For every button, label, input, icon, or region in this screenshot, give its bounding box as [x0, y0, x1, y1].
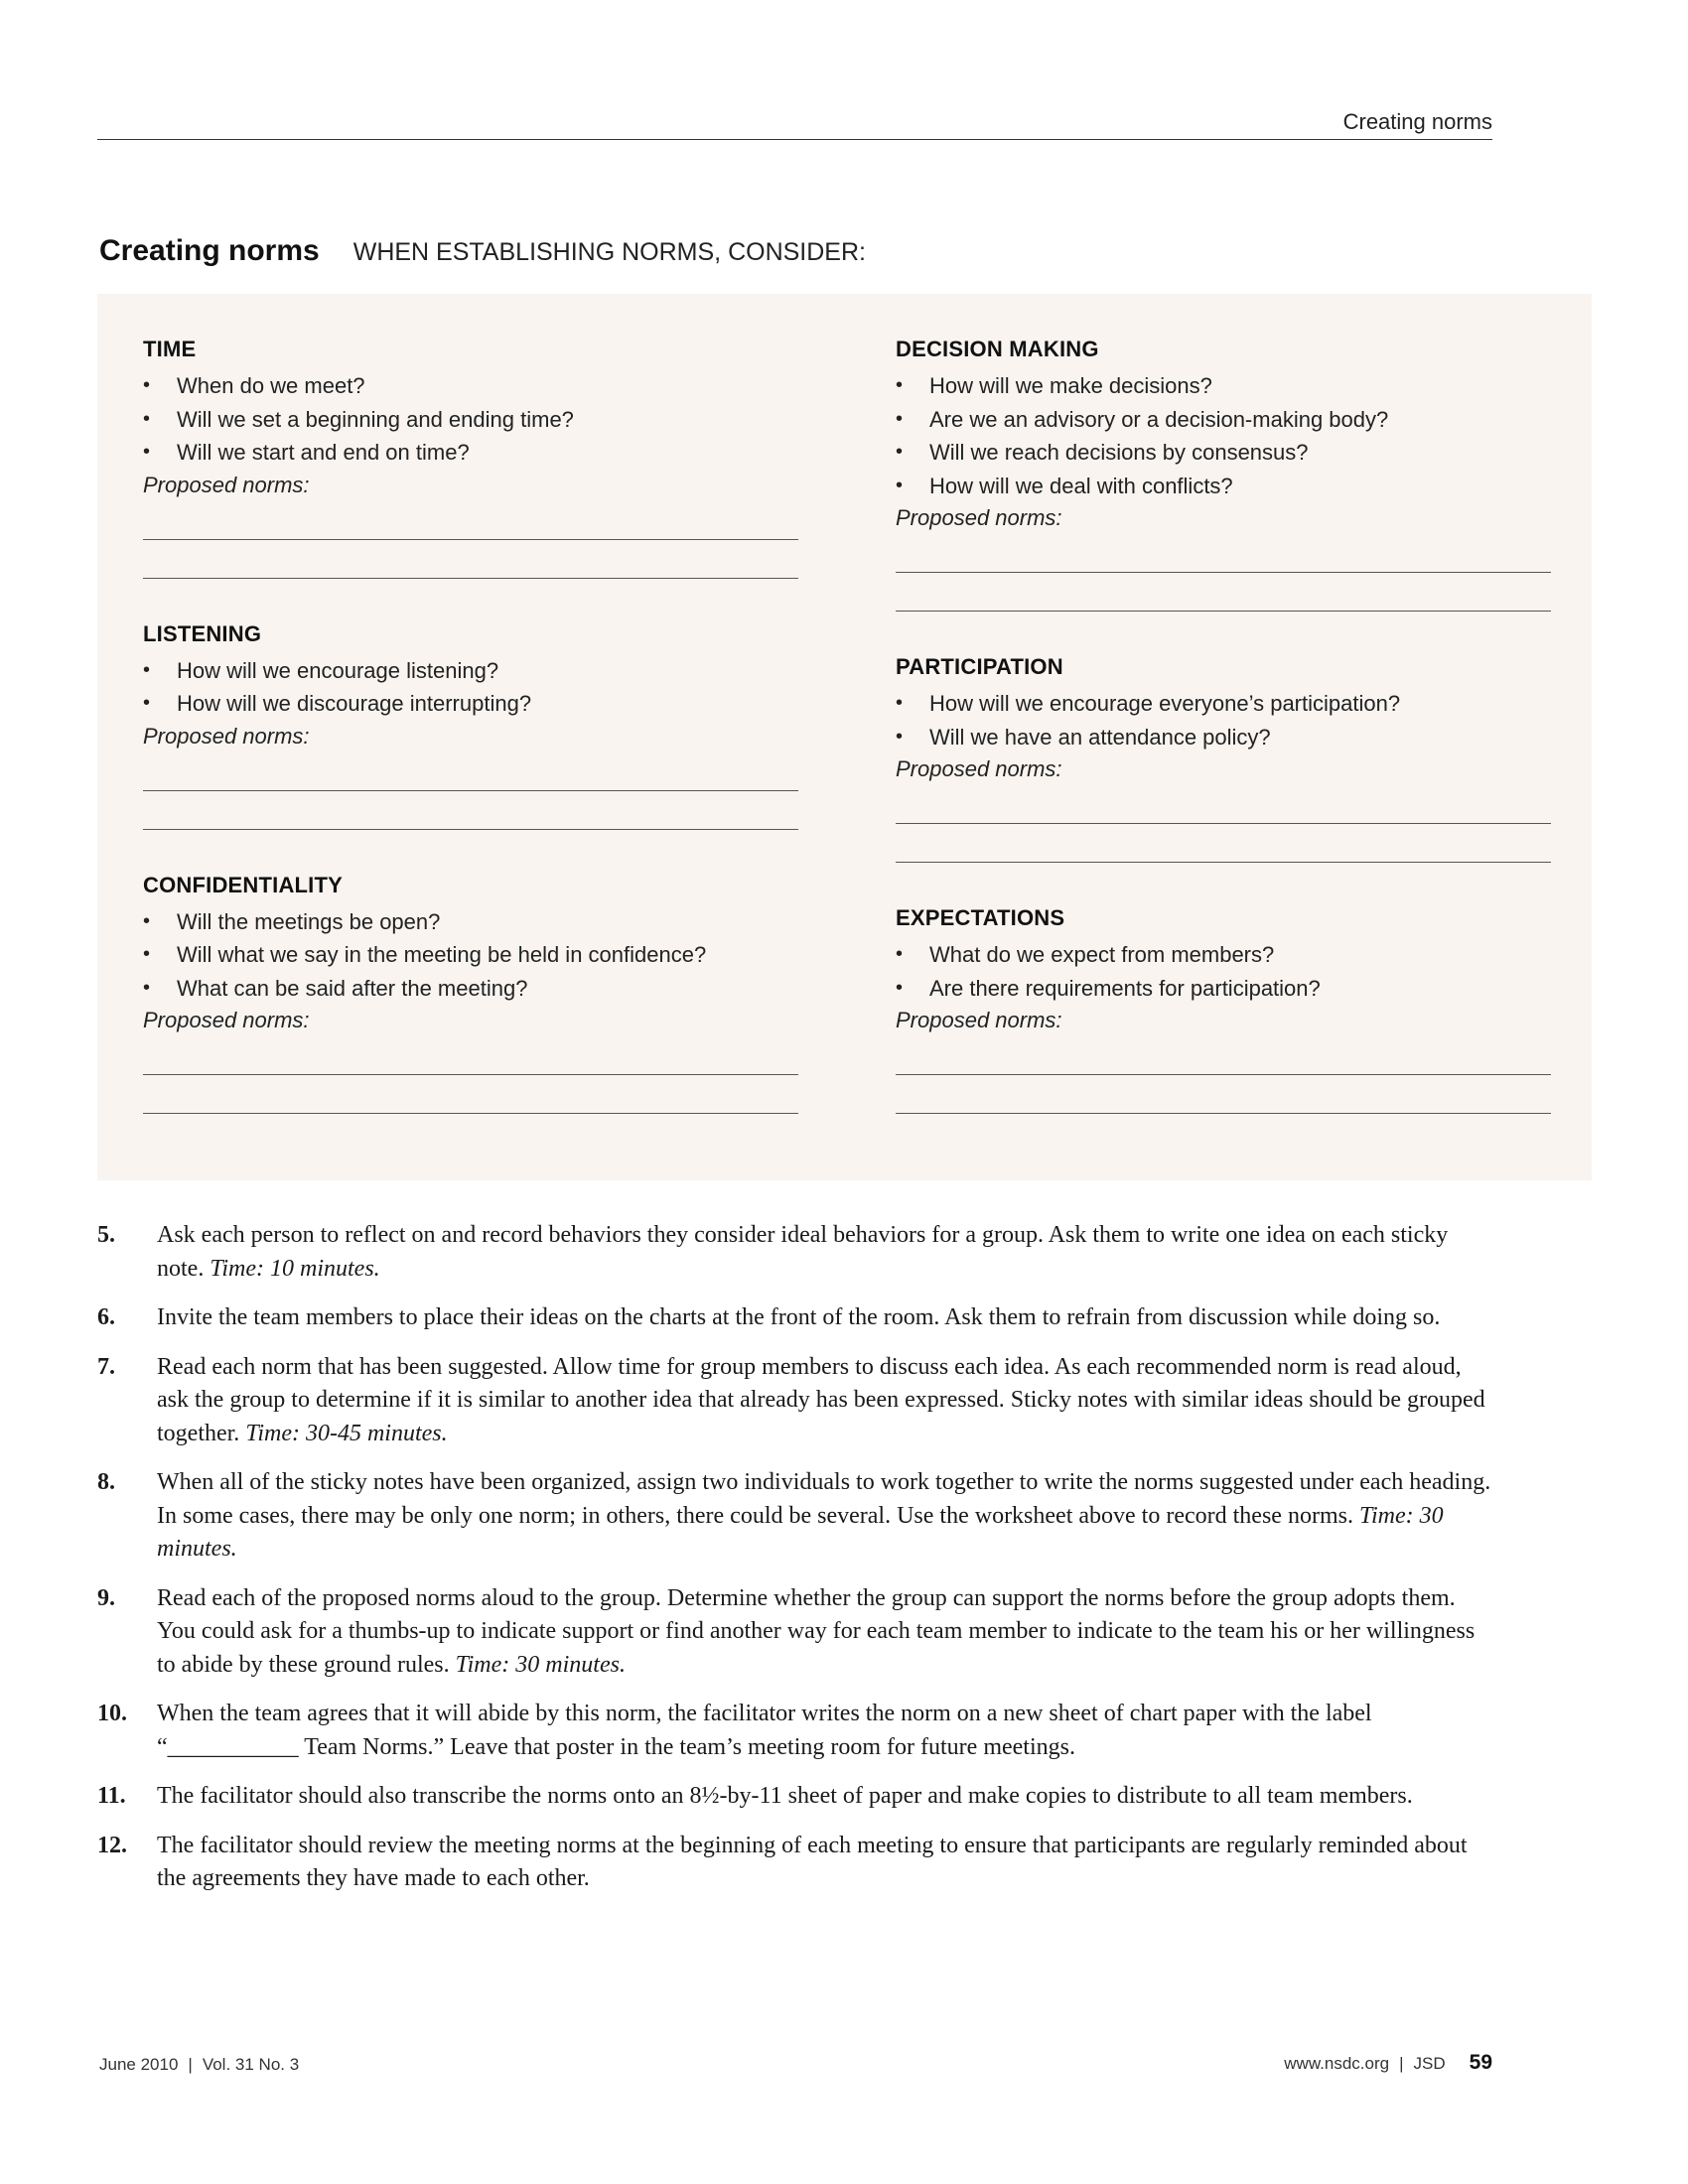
step-text-block	[157, 1780, 1497, 1814]
question-text: Will we have an attendance policy?	[929, 724, 1271, 750]
bullet-icon: •	[896, 692, 904, 714]
section-title: Creating norms	[99, 234, 320, 267]
question-list	[143, 905, 798, 1006]
block-heading: DECISION MAKING	[896, 337, 1099, 361]
bullet-icon: •	[143, 407, 151, 430]
question-text: How will we encourage listening?	[177, 657, 499, 683]
worksheet-block	[896, 651, 1551, 863]
bullet-icon: •	[896, 441, 904, 463]
write-in-line[interactable]	[143, 539, 798, 540]
step-item	[97, 1219, 1497, 1286]
question-item	[896, 470, 1551, 503]
page-number: 59	[1469, 2051, 1492, 2074]
footer-journal: JSD	[1413, 2054, 1446, 2073]
worksheet-left-column	[143, 334, 798, 1154]
footer-site: www.nsdc.org	[1284, 2054, 1390, 2073]
section-heading	[99, 234, 866, 268]
step-item	[97, 1351, 1497, 1451]
question-text: Will we start and end on time?	[177, 440, 470, 465]
write-in-line[interactable]	[896, 1113, 1551, 1114]
write-in-line[interactable]	[143, 1113, 798, 1114]
norms-worksheet	[97, 294, 1592, 1180]
question-item	[143, 905, 798, 939]
worksheet-block	[143, 334, 798, 579]
question-text: Will we reach decisions by consensus?	[929, 440, 1309, 465]
bullet-icon: •	[896, 474, 904, 496]
bullet-icon: •	[143, 374, 151, 396]
bullet-icon: •	[143, 909, 151, 932]
write-in-line[interactable]	[143, 829, 798, 830]
bullet-icon: •	[143, 943, 151, 965]
proposed-norms-label: Proposed norms:	[143, 472, 310, 497]
step-text-block	[157, 1219, 1497, 1286]
step-text-block	[157, 1301, 1497, 1335]
step-text-block	[157, 1466, 1497, 1567]
step-text-block	[157, 1582, 1497, 1683]
block-heading: LISTENING	[143, 620, 262, 646]
block-heading: PARTICIPATION	[896, 654, 1063, 679]
question-text: Are we an advisory or a decision-making body?	[929, 406, 1389, 432]
question-text: Will we set a beginning and ending time?	[177, 406, 574, 432]
step-time: Time: 30 minutes.	[455, 1651, 626, 1678]
question-text: What do we expect from members?	[929, 942, 1275, 967]
bullet-icon: •	[896, 976, 904, 999]
question-text: How will we make decisions?	[929, 373, 1212, 398]
step-number: 9.	[97, 1584, 115, 1611]
question-item	[143, 436, 798, 470]
question-text: Are there requirements for participation?	[929, 975, 1321, 1001]
step-time: Time: 30 minutes.	[157, 1502, 1444, 1562]
step-time: Time: 10 minutes.	[210, 1255, 380, 1282]
running-head: Creating norms	[1342, 109, 1492, 134]
step-item	[97, 1698, 1497, 1764]
section-subtitle: WHEN ESTABLISHING NORMS, CONSIDER:	[352, 238, 866, 266]
proposed-norms-label: Proposed norms:	[143, 1008, 310, 1032]
step-number: 12.	[97, 1832, 127, 1858]
bullet-icon: •	[896, 725, 904, 748]
steps-list	[97, 1219, 1497, 1912]
step-number: 8.	[97, 1469, 115, 1495]
step-text: The facilitator should also transcribe the norms onto an 8½-by-11 sheet of paper and make copies to distribute to all team members.	[157, 1783, 1413, 1809]
step-item	[97, 1466, 1497, 1567]
footer-date: June 2010	[99, 2055, 179, 2074]
block-heading: TIME	[143, 337, 197, 361]
step-item	[97, 1301, 1497, 1335]
step-number: 10.	[97, 1701, 127, 1726]
block-heading: EXPECTATIONS	[896, 905, 1065, 930]
question-text: Will what we say in the meeting be held in confidence?	[177, 942, 707, 967]
step-text: Invite the team members to place their ideas on the charts at the front of the room. Ask them to refrain from discussion while doing so.	[157, 1304, 1441, 1330]
proposed-norms-label: Proposed norms:	[896, 756, 1062, 781]
block-heading: CONFIDENTIALITY	[143, 872, 343, 897]
bullet-icon: •	[143, 658, 151, 681]
step-text: The facilitator should review the meeting norms at the beginning of each meeting to ensure that participants are regularly reminded about the agreements they have made to each other.	[157, 1832, 1468, 1891]
worksheet-block	[143, 618, 798, 830]
question-list	[143, 654, 798, 721]
step-number: 11.	[97, 1783, 126, 1809]
question-item	[143, 687, 798, 721]
step-text: When all of the sticky notes have been organized, assign two individuals to work together to write the norms suggested under each heading. In some cases, there may be only one norm; in others, there could be several. Use the worksheet above to record these norms.	[157, 1469, 1491, 1529]
question-list	[896, 687, 1551, 753]
question-item	[896, 938, 1551, 972]
write-in-line[interactable]	[143, 1074, 798, 1075]
worksheet-block	[896, 902, 1551, 1114]
write-in-line[interactable]	[143, 790, 798, 791]
worksheet-right-column	[896, 334, 1551, 1154]
bullet-icon: •	[143, 441, 151, 463]
step-number: 5.	[97, 1222, 115, 1248]
question-text: When do we meet?	[177, 373, 365, 398]
write-in-line[interactable]	[896, 823, 1551, 824]
write-in-line[interactable]	[896, 572, 1551, 573]
question-list	[896, 369, 1551, 502]
question-text: How will we discourage interrupting?	[177, 691, 532, 716]
step-text: When the team agrees that it will abide by this norm, the facilitator writes the norm on a new sheet of chart paper with the label “___________ Team Norms.” Leave that poster in the team’s meeting room for future meetings.	[157, 1701, 1372, 1760]
question-item	[896, 403, 1551, 437]
write-in-line[interactable]	[896, 611, 1551, 612]
step-text: Read each norm that has been suggested. Allow time for group members to discuss each idea. As each recommended norm is read aloud, ask the group to determine if it is similar to another idea that already has been expressed. Sticky notes with similar ideas should be grouped together.	[157, 1353, 1485, 1446]
footer-volume: Vol. 31 No. 3	[202, 2055, 300, 2074]
question-list	[143, 369, 798, 470]
question-item	[143, 403, 798, 437]
proposed-norms-label: Proposed norms:	[143, 723, 310, 749]
proposed-norms-label: Proposed norms:	[896, 505, 1062, 530]
question-item	[143, 654, 798, 688]
worksheet-block	[143, 870, 798, 1115]
footer-separator: |	[188, 2055, 193, 2074]
step-text: Read each of the proposed norms aloud to the group. Determine whether the group can support the norms before the group adopts them. You could ask for a thumbs-up to indicate support or find another way for each team member to indicate to the team his or her willingness to abide by these ground rules.	[157, 1584, 1476, 1678]
bullet-icon: •	[896, 943, 904, 965]
question-item	[896, 972, 1551, 1006]
question-text: Will the meetings be open?	[177, 908, 441, 934]
step-item	[97, 1780, 1497, 1814]
bullet-icon: •	[143, 692, 151, 714]
question-item	[143, 972, 798, 1006]
step-number: 6.	[97, 1304, 115, 1330]
question-text: What can be said after the meeting?	[177, 975, 528, 1001]
step-text-block	[157, 1698, 1497, 1764]
footer-separator: |	[1399, 2054, 1404, 2073]
question-item	[143, 938, 798, 972]
question-item	[896, 436, 1551, 470]
write-in-line[interactable]	[896, 1074, 1551, 1075]
question-item	[896, 687, 1551, 721]
header-rule	[97, 139, 1492, 140]
bullet-icon: •	[143, 976, 151, 999]
write-in-line[interactable]	[143, 578, 798, 579]
step-number: 7.	[97, 1353, 115, 1380]
question-text: How will we encourage everyone’s participation?	[929, 691, 1401, 716]
question-text: How will we deal with conflicts?	[929, 473, 1233, 498]
question-list	[896, 938, 1551, 1005]
worksheet-block	[896, 334, 1551, 612]
step-text-block	[157, 1830, 1497, 1896]
step-time: Time: 30-45 minutes.	[245, 1420, 448, 1446]
step-text: Ask each person to reflect on and record behaviors they consider ideal behaviors for a group. Ask them to write one idea on each sticky note.	[157, 1222, 1449, 1282]
question-item	[896, 369, 1551, 403]
footer-publication	[1284, 2051, 1492, 2075]
question-item	[896, 721, 1551, 754]
proposed-norms-label: Proposed norms:	[896, 1008, 1062, 1032]
step-text-block	[157, 1351, 1497, 1451]
write-in-line[interactable]	[896, 862, 1551, 863]
question-item	[143, 369, 798, 403]
step-item	[97, 1830, 1497, 1896]
footer-issue	[99, 2055, 299, 2075]
bullet-icon: •	[896, 407, 904, 430]
bullet-icon: •	[896, 374, 904, 396]
step-item	[97, 1582, 1497, 1683]
